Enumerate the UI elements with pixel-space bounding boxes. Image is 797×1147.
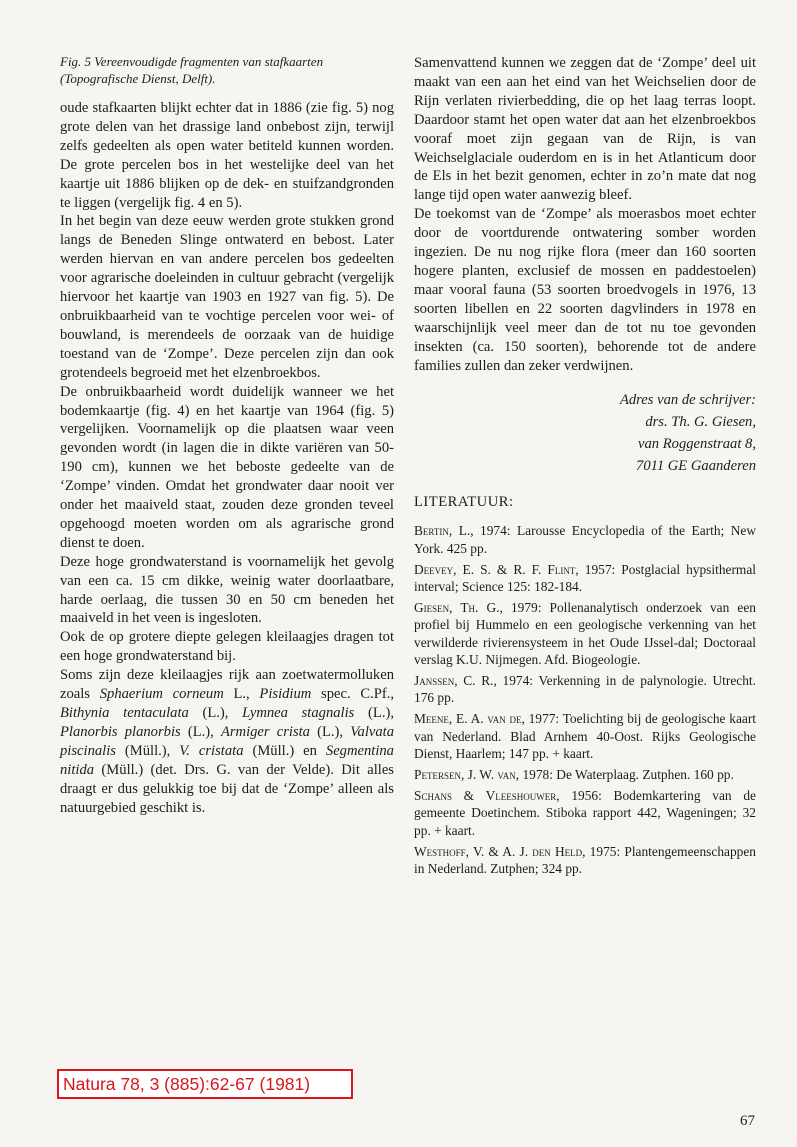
species-name: Planorbis planorbis — [60, 723, 181, 740]
species-name: Pisidium — [259, 686, 312, 703]
reference-text: , 1956: Bodemkartering van de gemeente Doetinchem. Stiboka rapport 442, Wageningen; 32 pp. + kaart. — [414, 788, 756, 838]
text-run: (L.), — [309, 723, 351, 740]
body-paragraph: Deze hoge grondwaterstand is voornamelijk het gevolg van een ca. 15 cm dikke, weinig water doorlaatbare, harde oerlaag, die tussen 30 en 50 cm beneden het maaiveld in het veen is ingesloten. — [60, 553, 394, 627]
species-name: Bithynia tentaculata — [60, 705, 189, 721]
reference-author: Petersen, J. W. van — [414, 766, 516, 782]
reference-author: Meene, E. A. van de — [414, 711, 522, 727]
text-run: (L.), — [354, 705, 394, 721]
reference-item — [414, 766, 756, 783]
page-number: 67 — [740, 1113, 755, 1129]
reference-item — [414, 672, 756, 706]
reference-author: Westhoff, V. & A. J. den Held — [414, 843, 583, 859]
right-column — [414, 54, 756, 881]
reference-item — [414, 522, 756, 556]
reference-text: , 1974: Verkenning in de palynologie. Utrecht. 176 pp. — [414, 672, 756, 706]
reference-author: Giesen, Th. G. — [414, 600, 500, 616]
reference-item — [414, 561, 756, 595]
text-run: (L.), — [188, 705, 243, 721]
species-name: Valvata piscinalis — [60, 723, 395, 759]
text-run: L., — [223, 686, 260, 703]
species-name: V. cristata — [179, 742, 244, 759]
reference-author: Janssen, C. R. — [414, 672, 494, 688]
species-name: Armiger crista — [220, 723, 310, 740]
reference-text: , 1977: Toelichting bij de geologische kaart van Nederland. Blad Arnhem 40-Oost. Rijks Geologische Dienst, Haarlem; 147 pp. + kaart. — [414, 711, 757, 761]
reference-text: , 1957: Postglacial hypsithermal interval; Science 125: 182-184. — [414, 561, 756, 594]
body-paragraph: Samenvattend kunnen we zeggen dat de ‘Zompe’ deel uit maakt van een aan het eind van het Weichselien door de Rijn verlaten rivierbedding, die op het laag terras loopt. Daardoor stamt het open water dat aan het elzenbroekbos vooraf moet zijn gegaan van de Rijn, is van Weichselglaciale ouderdom en is in het Atlanticum door de Els in het bezit genomen, echter in zo’n mate dat nog lange tijd open water aanwezig bleef. — [414, 55, 756, 204]
species-name: Lymnea stagnalis — [242, 705, 355, 721]
body-paragraph: Ook de op grotere diepte gelegen kleilaagjes dragen tot een hoge grondwaterstand bij. — [60, 629, 394, 665]
text-run: Soms zijn deze kleilaagjes rijk aan zoetwatermolluken zoals — [60, 667, 394, 703]
body-paragraph: In het begin van deze eeuw werden grote stukken grond langs de Beneden Slinge ontwaterd en bebost. Later werden hiervan en van andere percelen bos gedeelten voor agrarische doeleinden in cultuur gebracht (vergelijk hiervoor het kaartje van 1903 en 1927 van fig. 5). De onbruikbaarheid van te vochtige percelen voor wei- of bouwland, is merendeels de oorzaak van de huidige toestand van de ‘Zompe’. Deze percelen zijn dan ook grotendeels begroeid met het elzenbroekbos. — [60, 213, 394, 381]
left-column — [60, 54, 394, 817]
species-name: Sphaerium corneum — [99, 686, 224, 703]
reference-item — [414, 787, 756, 839]
species-name: Segmentina nitida — [60, 742, 394, 778]
text-run: spec. C.Pf., — [311, 686, 394, 703]
reference-text: , 1974: Larousse Encyclopedia of the Earth; New York. 425 pp. — [414, 523, 756, 556]
reference-item — [414, 843, 756, 877]
text-run: (Müll.) en — [243, 742, 326, 759]
text-run: (L.), — [180, 723, 221, 740]
author-address — [414, 389, 756, 477]
reference-item — [414, 710, 756, 762]
address-line: Adres van de schrijver: — [619, 392, 756, 409]
literature-heading: LITERATUUR: — [414, 494, 514, 511]
reference-item — [414, 599, 756, 668]
text-run: (Müll.) (det. Drs. G. van der Velde). Dit alles draagt er dus gelukkig toe bij dat de ‘Zompe’ alleen als natuurgebied geschikt is. — [60, 761, 394, 816]
body-paragraph: De toekomst van de ‘Zompe’ als moerasbos moet echter door de voortdurende ontwatering somber worden ingezien. De nu nog rijke flora (meer dan 160 soorten hogere planten, exclusief de mossen en paddestoelen) maar vooral fauna (53 soorten broedvogels in 1976, 13 soorten libellen en 22 soorten dagvlinders in 1978 en waarschijnlijk veel meer dan de tot nu toe gevonden insekten (ca. 150 soorten), behorende tot de andere families zullen dan zeker verdwijnen. — [414, 206, 756, 374]
reference-list — [414, 522, 756, 877]
reference-text: , 1975: Plantengemeenschappen in Nederland. Zutphen; 324 pp. — [414, 843, 757, 876]
address-line: 7011 GE Gaanderen — [636, 458, 756, 475]
species-paragraph — [60, 666, 394, 817]
address-line: drs. Th. G. Giesen, — [645, 414, 756, 431]
reference-text: , 1978: De Waterplaag. Zutphen. 160 pp. — [515, 766, 734, 782]
body-paragraph: De onbruikbaarheid wordt duidelijk wanneer we het bodemkaartje (fig. 4) en het kaartje van 1964 (fig. 5) vergelijken. Voornamelijk op die plaatsen waar veen gevonden wordt (in lagen die in dikte variëren van 50-190 cm), kunnen we het beboste gedeelte van de ‘Zompe’ vinden. Omdat het grondwater daar nooit ver onder het maaiveld staat, zouden deze gronden teveel opgehoogd moeten worden om als agrarische grond dienst te doen. — [60, 383, 394, 551]
reference-text: , 1979: Pollenanalytisch onderzoek van een profiel bij Hummelo en een geologische verkenning van het verwilderde rivierensysteem in het Oude IJssel-dal; Doctoraal verslag K.U. Nijmegen. Afd. Biogeologie. — [414, 600, 756, 667]
figure-caption: Fig. 5 Vereenvoudigde fragmenten van stafkaarten (Topografische Dienst, Delft). — [60, 54, 324, 86]
reference-author: Schans & Vleeshouwer — [414, 788, 557, 804]
reference-author: Bertin, L. — [414, 523, 471, 539]
reference-author: Deevey, E. S. & R. F. Flint — [414, 561, 576, 577]
body-paragraph: oude stafkaarten blijkt echter dat in 1886 (zie fig. 5) nog grote delen van het drassige land onbebost zijn, terwijl zelfs gedeelten als open water betiteld kunnen worden. De grote percelen bos in het westelijke deel van het kaartje uit 1886 blijken op de dek- en stuifzandgronden te liggen (vergelijk fig. 4 en 5). — [60, 100, 394, 211]
address-line: van Roggenstraat 8, — [638, 436, 756, 453]
text-run: (Müll.), — [115, 742, 180, 759]
citation-stamp: Natura 78, 3 (885):62-67 (1981) — [57, 1069, 353, 1099]
